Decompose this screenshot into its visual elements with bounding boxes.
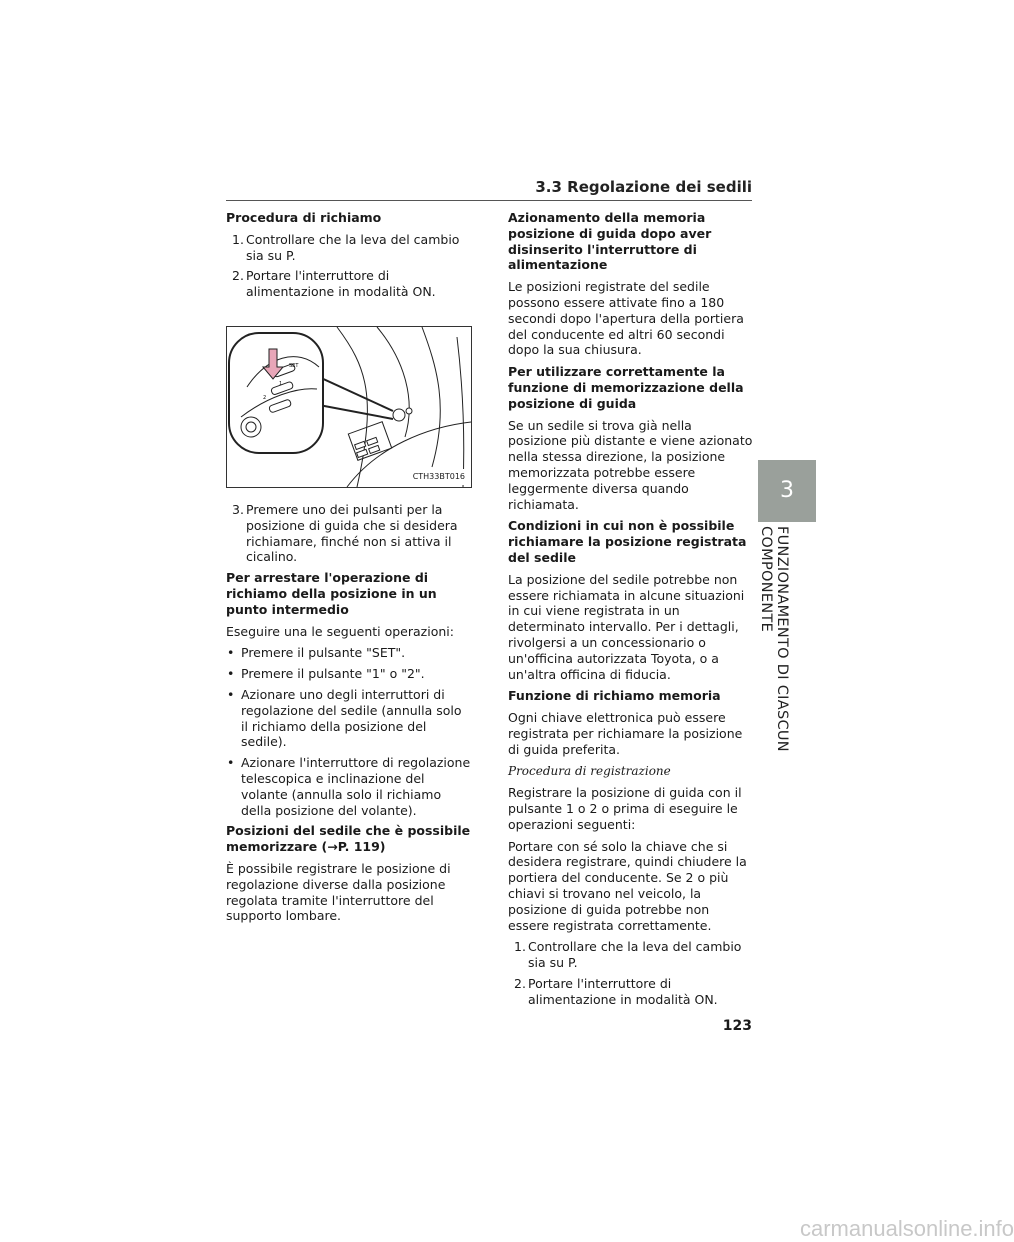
bullet-item (226, 645, 472, 661)
bullet-text: Premere il pulsante "1" o "2". (241, 666, 425, 682)
heading-recall-procedure: Procedura di richiamo (226, 210, 382, 225)
bullet-text: Azionare uno degli interruttori di regolazione del sedile (annulla solo il richiamo della posizione del sedile). (241, 686, 462, 750)
paragraph: Ogni chiave elettronica può essere registrata per richiamare la posizione di guida preferita. (508, 710, 743, 757)
bullet-text: Azionare l'interruttore di regolazione telescopica e inclinazione del volante (annulla solo il richiamo della posizione del volante). (241, 755, 471, 818)
bullet-item (226, 666, 472, 682)
memory-switch-illustration (226, 326, 472, 488)
step-text: Premere uno dei pulsanti per la posizione di guida che si desidera richiamare, finché non si attiva il cicalino. (246, 501, 458, 565)
step-1 (232, 232, 472, 264)
paragraph: Le posizioni registrate del sedile possono essere attivate fino a 180 secondi dopo l'apertura della portiera del conducente ed altri 60 secondi dopo la sua chiusura. (508, 279, 744, 358)
bullet-dot-icon: • (227, 666, 235, 682)
paragraph: La posizione del sedile potrebbe non essere richiamata in alcune situazioni in cui viene registrata in un determinato intervallo. Per i dettagli, rivolgersi a un concessionario o un'officina autorizzata Toyota, o a un'altra officina di fiducia. (508, 571, 745, 682)
step-number: 1. (232, 231, 244, 247)
heading-recall-conditions: Condizioni in cui non è possibile richiamare la posizione registrata del sedile (508, 518, 747, 565)
bullet-text: Premere il pulsante "SET". (241, 645, 406, 661)
bullet-dot-icon: • (227, 686, 235, 702)
page-number: 123 (722, 1018, 752, 1034)
bullet-item (226, 755, 472, 818)
watermark: carmanualsonline.info (800, 1216, 1014, 1241)
paragraph: Portare con sé solo la chiave che si desidera registrare, quindi chiudere la portiera del conducente. Se 2 o più chiavi si trovano nel veicolo, la posizione di guida potrebbe non essere registrata correttamente. (508, 838, 747, 933)
chapter-title: FUNZIONAMENTO DI CIASCUN COMPONENTE (758, 526, 790, 752)
step-text: Portare l'interruttore di alimentazione in modalità ON. (246, 268, 436, 300)
paragraph: Eseguire una le seguenti operazioni: (226, 623, 454, 639)
bullet-dot-icon: • (227, 645, 235, 661)
right-column (508, 210, 754, 1013)
section-title: 3.3 Regolazione dei sedili (535, 178, 752, 196)
step-number: 3. (232, 501, 244, 517)
figure-code: CTH33BT016 (411, 469, 467, 485)
subheading-registration-procedure: Procedura di registrazione (508, 763, 671, 778)
paragraph: Se un sedile si trova già nella posizione più distante e viene azionato nella stessa direzione, la posizione memorizzata potrebbe essere leggermente diversa quando richiamata. (508, 417, 753, 512)
step-text: Portare l'interruttore di alimentazione in modalità ON. (528, 976, 718, 1007)
chapter-tab: 3 (758, 460, 816, 522)
step-2 (514, 976, 754, 1008)
heading-memory-after-power-off: Azionamento della memoria posizione di guida dopo aver disinserito l'interruttore di alimentazione (508, 210, 712, 273)
step-3 (232, 502, 472, 565)
step-text: Controllare che la leva del cambio sia su P. (246, 231, 460, 263)
bullet-item (226, 687, 472, 750)
heading-stop-recall: Per arrestare l'operazione di richiamo della posizione in un punto intermedio (226, 570, 437, 617)
switch-label-2: 2 (263, 394, 267, 401)
header-divider (226, 200, 752, 201)
step-number: 1. (514, 939, 526, 955)
heading-correct-use: Per utilizzare correttamente la funzione di memorizzazione della posizione di guida (508, 364, 744, 411)
paragraph: È possibile registrare le posizione di regolazione diverse dalla posizione regolata tramite l'interruttore del supporto lombare. (226, 860, 451, 924)
paragraph: Registrare la posizione di guida con il pulsante 1 o 2 o prima di eseguire le operazioni seguenti: (508, 785, 742, 832)
heading-storable-positions: Posizioni del sedile che è possibile memorizzare (→P. 119) (226, 823, 471, 855)
step-number: 2. (232, 268, 244, 284)
step-number: 2. (514, 976, 526, 992)
bullet-dot-icon: • (227, 755, 235, 771)
illustration-drawing (227, 327, 471, 487)
heading-memory-recall-function: Funzione di richiamo memoria (508, 688, 721, 704)
step-1 (514, 939, 754, 971)
step-text: Controllare che la leva del cambio sia su P. (528, 939, 742, 971)
step-2 (232, 268, 472, 300)
switch-label-1: 1 (279, 380, 283, 387)
left-column (226, 210, 472, 930)
switch-label-set: SET (289, 362, 299, 369)
